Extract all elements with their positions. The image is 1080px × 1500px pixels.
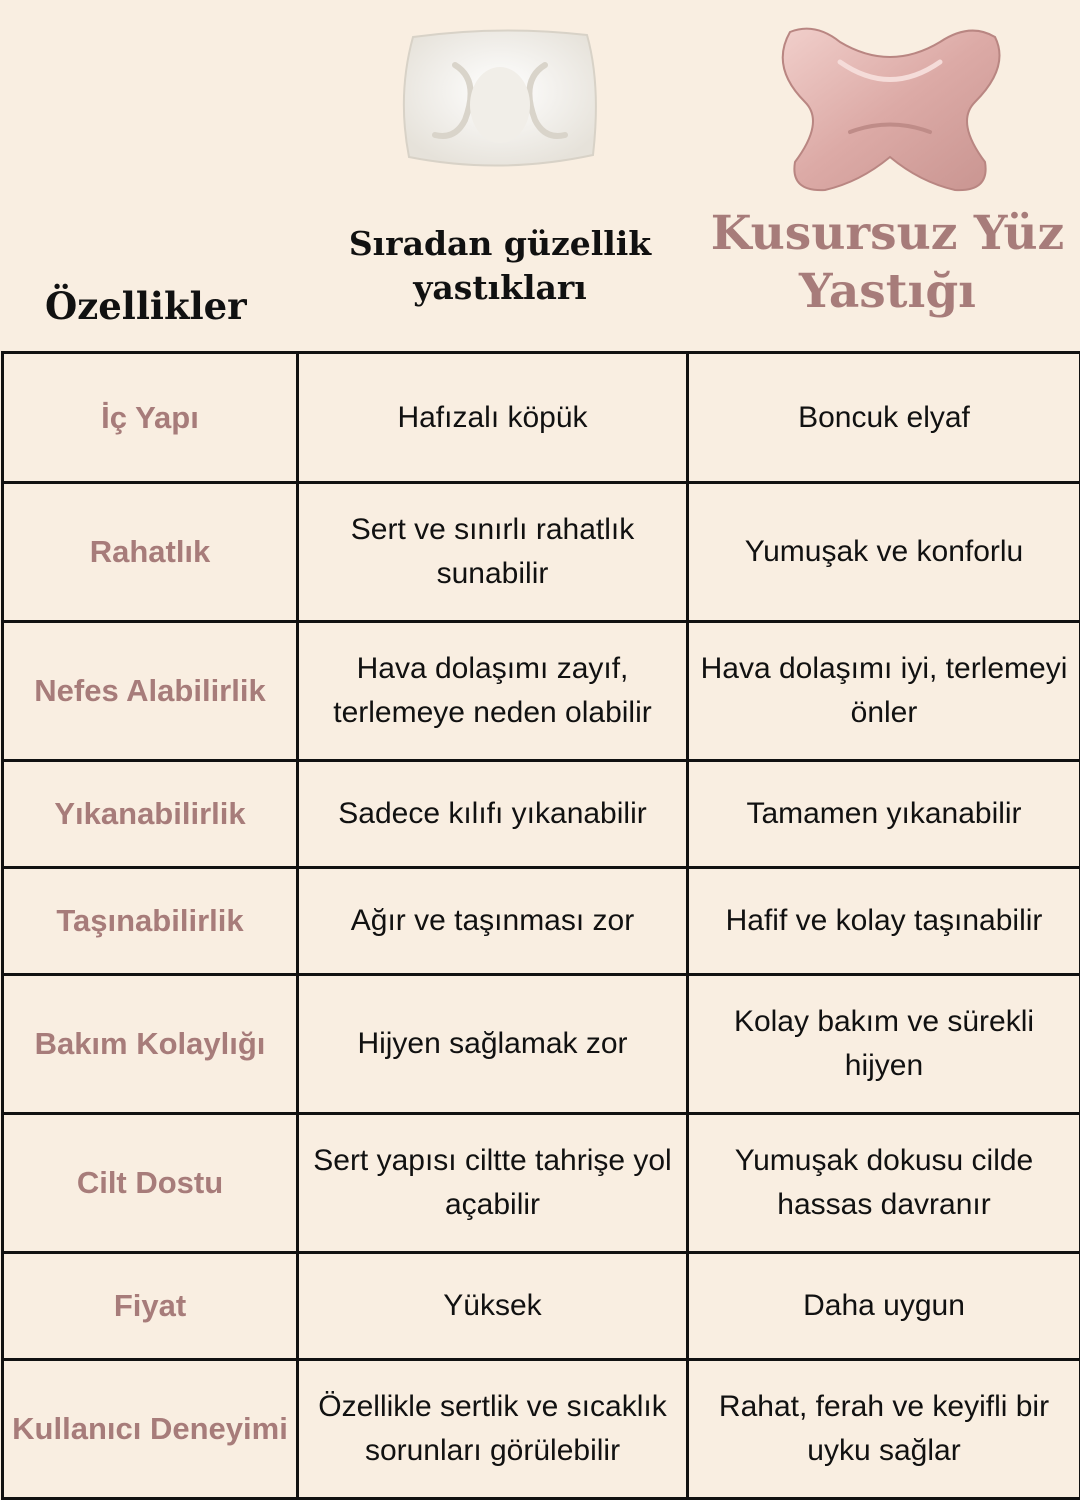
regular-cell: Hafızalı köpük [298, 353, 688, 483]
feature-cell: Rahatlık [3, 483, 298, 622]
brand-cell: Boncuk elyaf [688, 353, 1080, 483]
feature-cell: Yıkanabilirlik [3, 761, 298, 868]
feature-cell: İç Yapı [3, 353, 298, 483]
brand-cell: Rahat, ferah ve keyifli bir uyku sağlar [688, 1360, 1080, 1499]
regular-cell: Sert ve sınırlı rahatlık sunabilir [298, 483, 688, 622]
brand-cell: Hava dolaşımı iyi, terlemeyi önler [688, 622, 1080, 761]
table-row [3, 483, 1080, 622]
feature-cell: Nefes Alabilirlik [3, 622, 298, 761]
table-row [3, 353, 1080, 483]
brand-cell: Daha uygun [688, 1253, 1080, 1360]
table-row [3, 1360, 1080, 1499]
brand-cell: Hafif ve kolay taşınabilir [688, 868, 1080, 975]
pink-satin-pillow-icon [770, 22, 1010, 197]
regular-cell: Yüksek [298, 1253, 688, 1360]
feature-cell: Taşınabilirlik [3, 868, 298, 975]
regular-cell: Sert yapısı ciltte tahrişe yol açabilir [298, 1114, 688, 1253]
regular-cell: Hijyen sağlamak zor [298, 975, 688, 1114]
white-memory-foam-pillow-icon [395, 25, 605, 180]
table-row [3, 1114, 1080, 1253]
feature-cell: Cilt Dostu [3, 1114, 298, 1253]
brand-cell: Yumuşak dokusu cilde hassas davranır [688, 1114, 1080, 1253]
feature-cell: Fiyat [3, 1253, 298, 1360]
regular-cell: Sadece kılıfı yıkanabilir [298, 761, 688, 868]
brand-cell: Tamamen yıkanabilir [688, 761, 1080, 868]
feature-cell: Kullanıcı Deneyimi [3, 1360, 298, 1499]
regular-cell: Hava dolaşımı zayıf, terlemeye neden olabilir [298, 622, 688, 761]
brand-cell: Kolay bakım ve sürekli hijyen [688, 975, 1080, 1114]
regular-pillows-column-header: Sıradan güzellik yastıkları [348, 224, 652, 307]
features-column-header: Özellikler [45, 284, 247, 328]
table-row [3, 868, 1080, 975]
table-row [3, 622, 1080, 761]
table-row [3, 761, 1080, 868]
regular-cell: Ağır ve taşınması zor [298, 868, 688, 975]
brand-cell: Yumuşak ve konforlu [688, 483, 1080, 622]
feature-cell: Bakım Kolaylığı [3, 975, 298, 1114]
comparison-table [1, 351, 1080, 1500]
regular-cell: Özellikle sertlik ve sıcaklık sorunları görülebilir [298, 1360, 688, 1499]
table-row [3, 1253, 1080, 1360]
table-row [3, 975, 1080, 1114]
brand-pillow-column-header: Kusursuz Yüz Yastığı [710, 206, 1065, 319]
comparison-header [0, 0, 1080, 352]
